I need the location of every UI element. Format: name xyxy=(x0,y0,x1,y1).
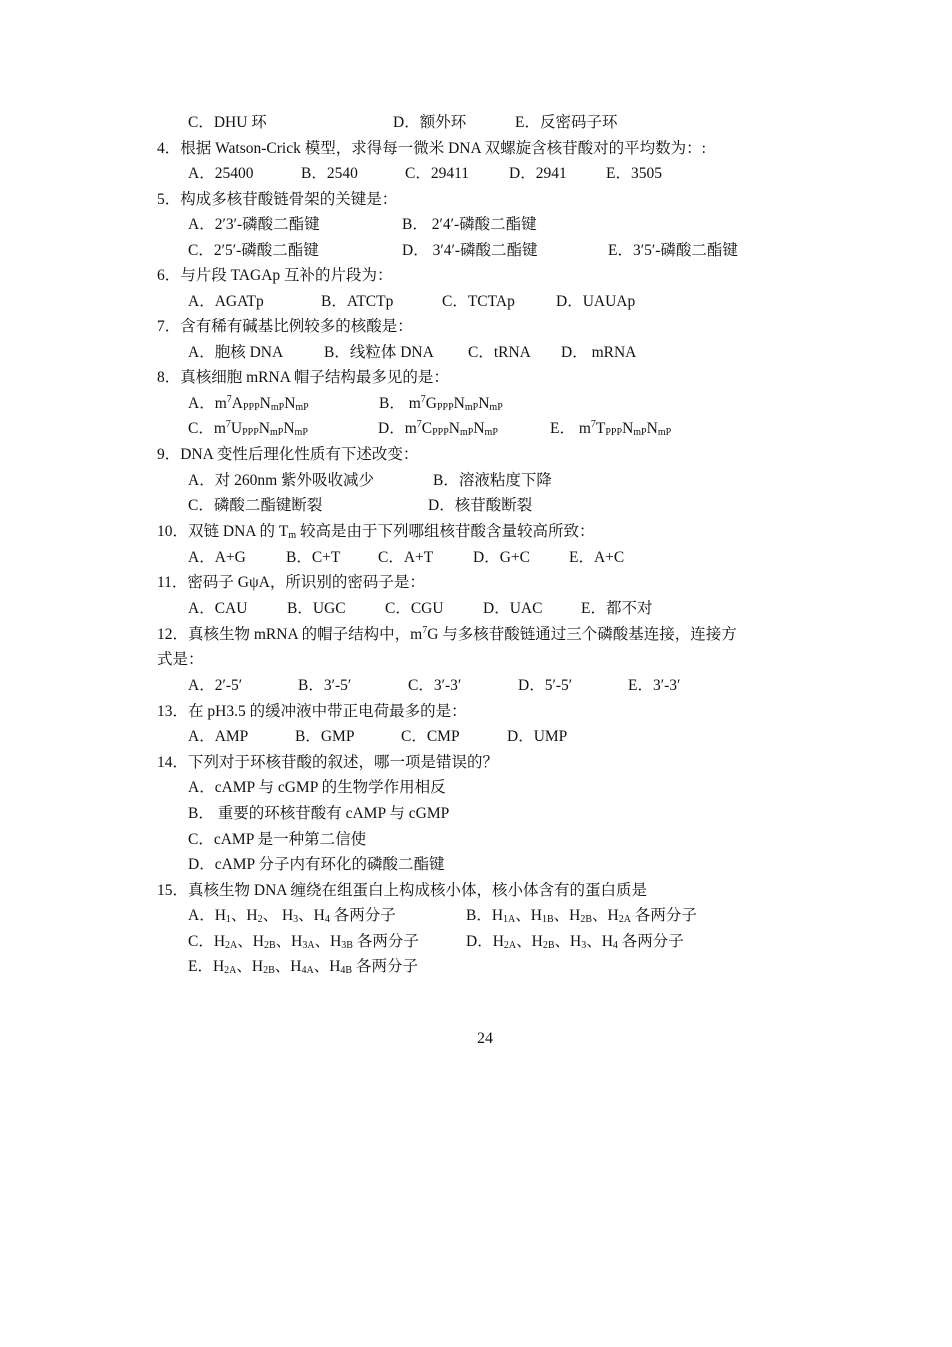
q4-option-e: E．3505 xyxy=(606,165,662,182)
q6-option-c: C．TCTAp xyxy=(442,293,515,310)
q3-option-c: C．DHU 环 xyxy=(188,114,267,131)
q13-stem: 13．在 pH3.5 的缓冲液中带正电荷最多的是： xyxy=(157,703,467,720)
q15-option-c: C．$H_{2A}$、$H_{2B}$、$H_{3A}$、$H_{3B}$ 各两分子 xyxy=(188,933,419,951)
q4-option-c: C．29411 xyxy=(405,165,470,182)
q13-option-a: A．AMP xyxy=(188,728,249,745)
q12-option-d: D．5′-5′ xyxy=(518,677,573,694)
q12-option-c: C．3′-3′ xyxy=(408,677,462,694)
q11-option-a: A．CAU xyxy=(188,600,248,617)
q14-option-a: A．cAMP 与 cGMP 的生物学作用相反 xyxy=(188,779,446,796)
q12-option-a: A．2′-5′ xyxy=(188,677,243,694)
q8-options-row1 xyxy=(188,393,503,415)
q6-stem: 6．与片段 TAGAp 互补的片段为： xyxy=(157,267,393,284)
q5-option-a: A．2′3′-磷酸二酯键 xyxy=(188,216,320,233)
q5-options-row1 xyxy=(188,214,537,236)
q7-option-b: B．线粒体 DNA xyxy=(324,344,434,361)
q11-option-b: B．UGC xyxy=(287,600,346,617)
q10-option-b: B．C+T xyxy=(286,549,341,566)
q3-options xyxy=(188,112,617,134)
q10-option-d: D．G+C xyxy=(473,549,530,566)
q8-options-row2 xyxy=(188,418,671,440)
q5-option-e: E．3′5′-磷酸二酯键 xyxy=(608,242,738,259)
q15-stem: 15．真核生物 DNA 缠绕在组蛋白上构成核小体，核小体含有的蛋白质是 xyxy=(157,882,647,899)
q15-option-d: D．$H_{2A}$、$H_{2B}$、$H_3$、$H_4$ 各两分子 xyxy=(466,933,684,951)
q12-options xyxy=(188,675,680,697)
q4-options xyxy=(188,163,662,185)
q15-option-e: E．$H_{2A}$、$H_{2B}$、$H_{4A}$、$H_{4B}$ 各两分子 xyxy=(188,958,418,976)
q15-options-row1 xyxy=(188,905,697,927)
q13-option-c: C．CMP xyxy=(401,728,460,745)
q6-option-a: A．AGATp xyxy=(188,293,264,310)
q10-stem: 10．双链 DNA 的 $T_m$ 较高是由于下列哪组核苷酸含量较高所致： xyxy=(157,523,595,541)
q8-option-d: D．$m^7C_{PPP}N_{mP}N_{mP}$ xyxy=(378,419,498,438)
q11-option-e: E．都不对 xyxy=(581,600,653,617)
q7-stem: 7．含有稀有碱基比例较多的核酸是： xyxy=(157,318,413,335)
q4-stem: 4．根据 Watson-Crick 模型，求得每一微米 DNA 双螺旋含核苷酸对的平均数为：: xyxy=(157,140,706,157)
q9-stem: 9．DNA 变性后理化性质有下述改变： xyxy=(157,446,419,463)
q8-option-e: E． $m^7T_{PPP}N_{mP}N_{mP}$ xyxy=(550,419,672,438)
q15-option-a: A．$H_1$、$H_2$、 $H_3$、$H_4$ 各两分子 xyxy=(188,907,396,925)
q11-option-c: C．CGU xyxy=(385,600,444,617)
q12-stem: 12．真核生物 mRNA 的帽子结构中，$m^7G$ 与多核苷酸链通过三个磷酸基连接，连接方 xyxy=(157,625,737,643)
q5-option-c: C．2′5′-磷酸二酯键 xyxy=(188,242,319,259)
q6-option-b: B．ATCTp xyxy=(321,293,394,310)
q12-option-b: B．3′-5′ xyxy=(298,677,352,694)
q5-stem: 5．构成多核苷酸链骨架的关键是： xyxy=(157,191,398,208)
q3-option-d: D．额外环 xyxy=(393,114,467,131)
q13-option-d: D．UMP xyxy=(507,728,568,745)
q8-option-c: C．$m^7U_{PPP}N_{mP}N_{mP}$ xyxy=(188,419,308,438)
q12-stem-continued: 式是： xyxy=(157,651,204,668)
q5-option-b: B． 2′4′-磷酸二酯键 xyxy=(402,216,537,233)
q12-option-e: E．3′-3′ xyxy=(628,677,681,694)
q10-option-a: A．A+G xyxy=(188,549,246,566)
q3-option-e: E．反密码子环 xyxy=(515,114,618,131)
q4-option-b: B．2540 xyxy=(301,165,358,182)
q7-options xyxy=(188,342,636,364)
q6-options xyxy=(188,291,635,313)
q5-option-d: D． 3′4′-磷酸二酯键 xyxy=(402,242,538,259)
q14-option-d: D．cAMP 分子内有环化的磷酸二酯键 xyxy=(188,856,445,873)
q7-option-a: A．胞核 DNA xyxy=(188,344,284,361)
q13-options xyxy=(188,726,567,748)
q9-options-row1 xyxy=(188,470,552,492)
q6-option-d: D．UAUAp xyxy=(556,293,636,310)
q9-option-a: A．对 260nm 紫外吸收减少 xyxy=(188,472,375,489)
q9-option-c: C．磷酸二酯键断裂 xyxy=(188,497,323,514)
q7-option-c: C．tRNA xyxy=(468,344,531,361)
q8-option-b: B． $m^7G_{PPP}N_{mP}N_{mP}$ xyxy=(379,394,503,413)
q8-stem: 8．真核细胞 mRNA 帽子结构最多见的是： xyxy=(157,369,449,386)
q13-option-b: B．GMP xyxy=(295,728,355,745)
q11-options xyxy=(188,598,652,620)
q14-stem: 14．下列对于环核苷酸的叙述，哪一项是错误的？ xyxy=(157,754,499,771)
q4-option-a: A．25400 xyxy=(188,165,254,182)
q10-option-e: E．A+C xyxy=(569,549,625,566)
q15-option-b: B．$H_{1A}$、$H_{1B}$、$H_{2B}$、$H_{2A}$ 各两分子 xyxy=(466,907,697,925)
q9-option-b: B．溶液粘度下降 xyxy=(433,472,552,489)
q9-option-d: D．核苷酸断裂 xyxy=(428,497,533,514)
q10-option-c: C．A+T xyxy=(378,549,434,566)
q11-stem: 11．密码子 GψA，所识别的密码子是： xyxy=(157,574,425,591)
q5-options-row2 xyxy=(188,240,738,262)
q7-option-d: D． mRNA xyxy=(561,344,637,361)
q4-option-d: D．2941 xyxy=(509,165,567,182)
q10-options xyxy=(188,547,624,569)
q11-option-d: D．UAC xyxy=(483,600,543,617)
q9-options-row2 xyxy=(188,495,532,517)
q8-option-a: A．$m^7A_{PPP}N_{mP}N_{mP}$ xyxy=(188,394,309,413)
page-number: 24 xyxy=(477,1030,493,1047)
q14-option-b: B． 重要的环核苷酸有 cAMP 与 cGMP xyxy=(188,805,450,822)
q15-options-row2 xyxy=(188,931,684,953)
q14-option-c: C．cAMP 是一种第二信使 xyxy=(188,831,367,848)
